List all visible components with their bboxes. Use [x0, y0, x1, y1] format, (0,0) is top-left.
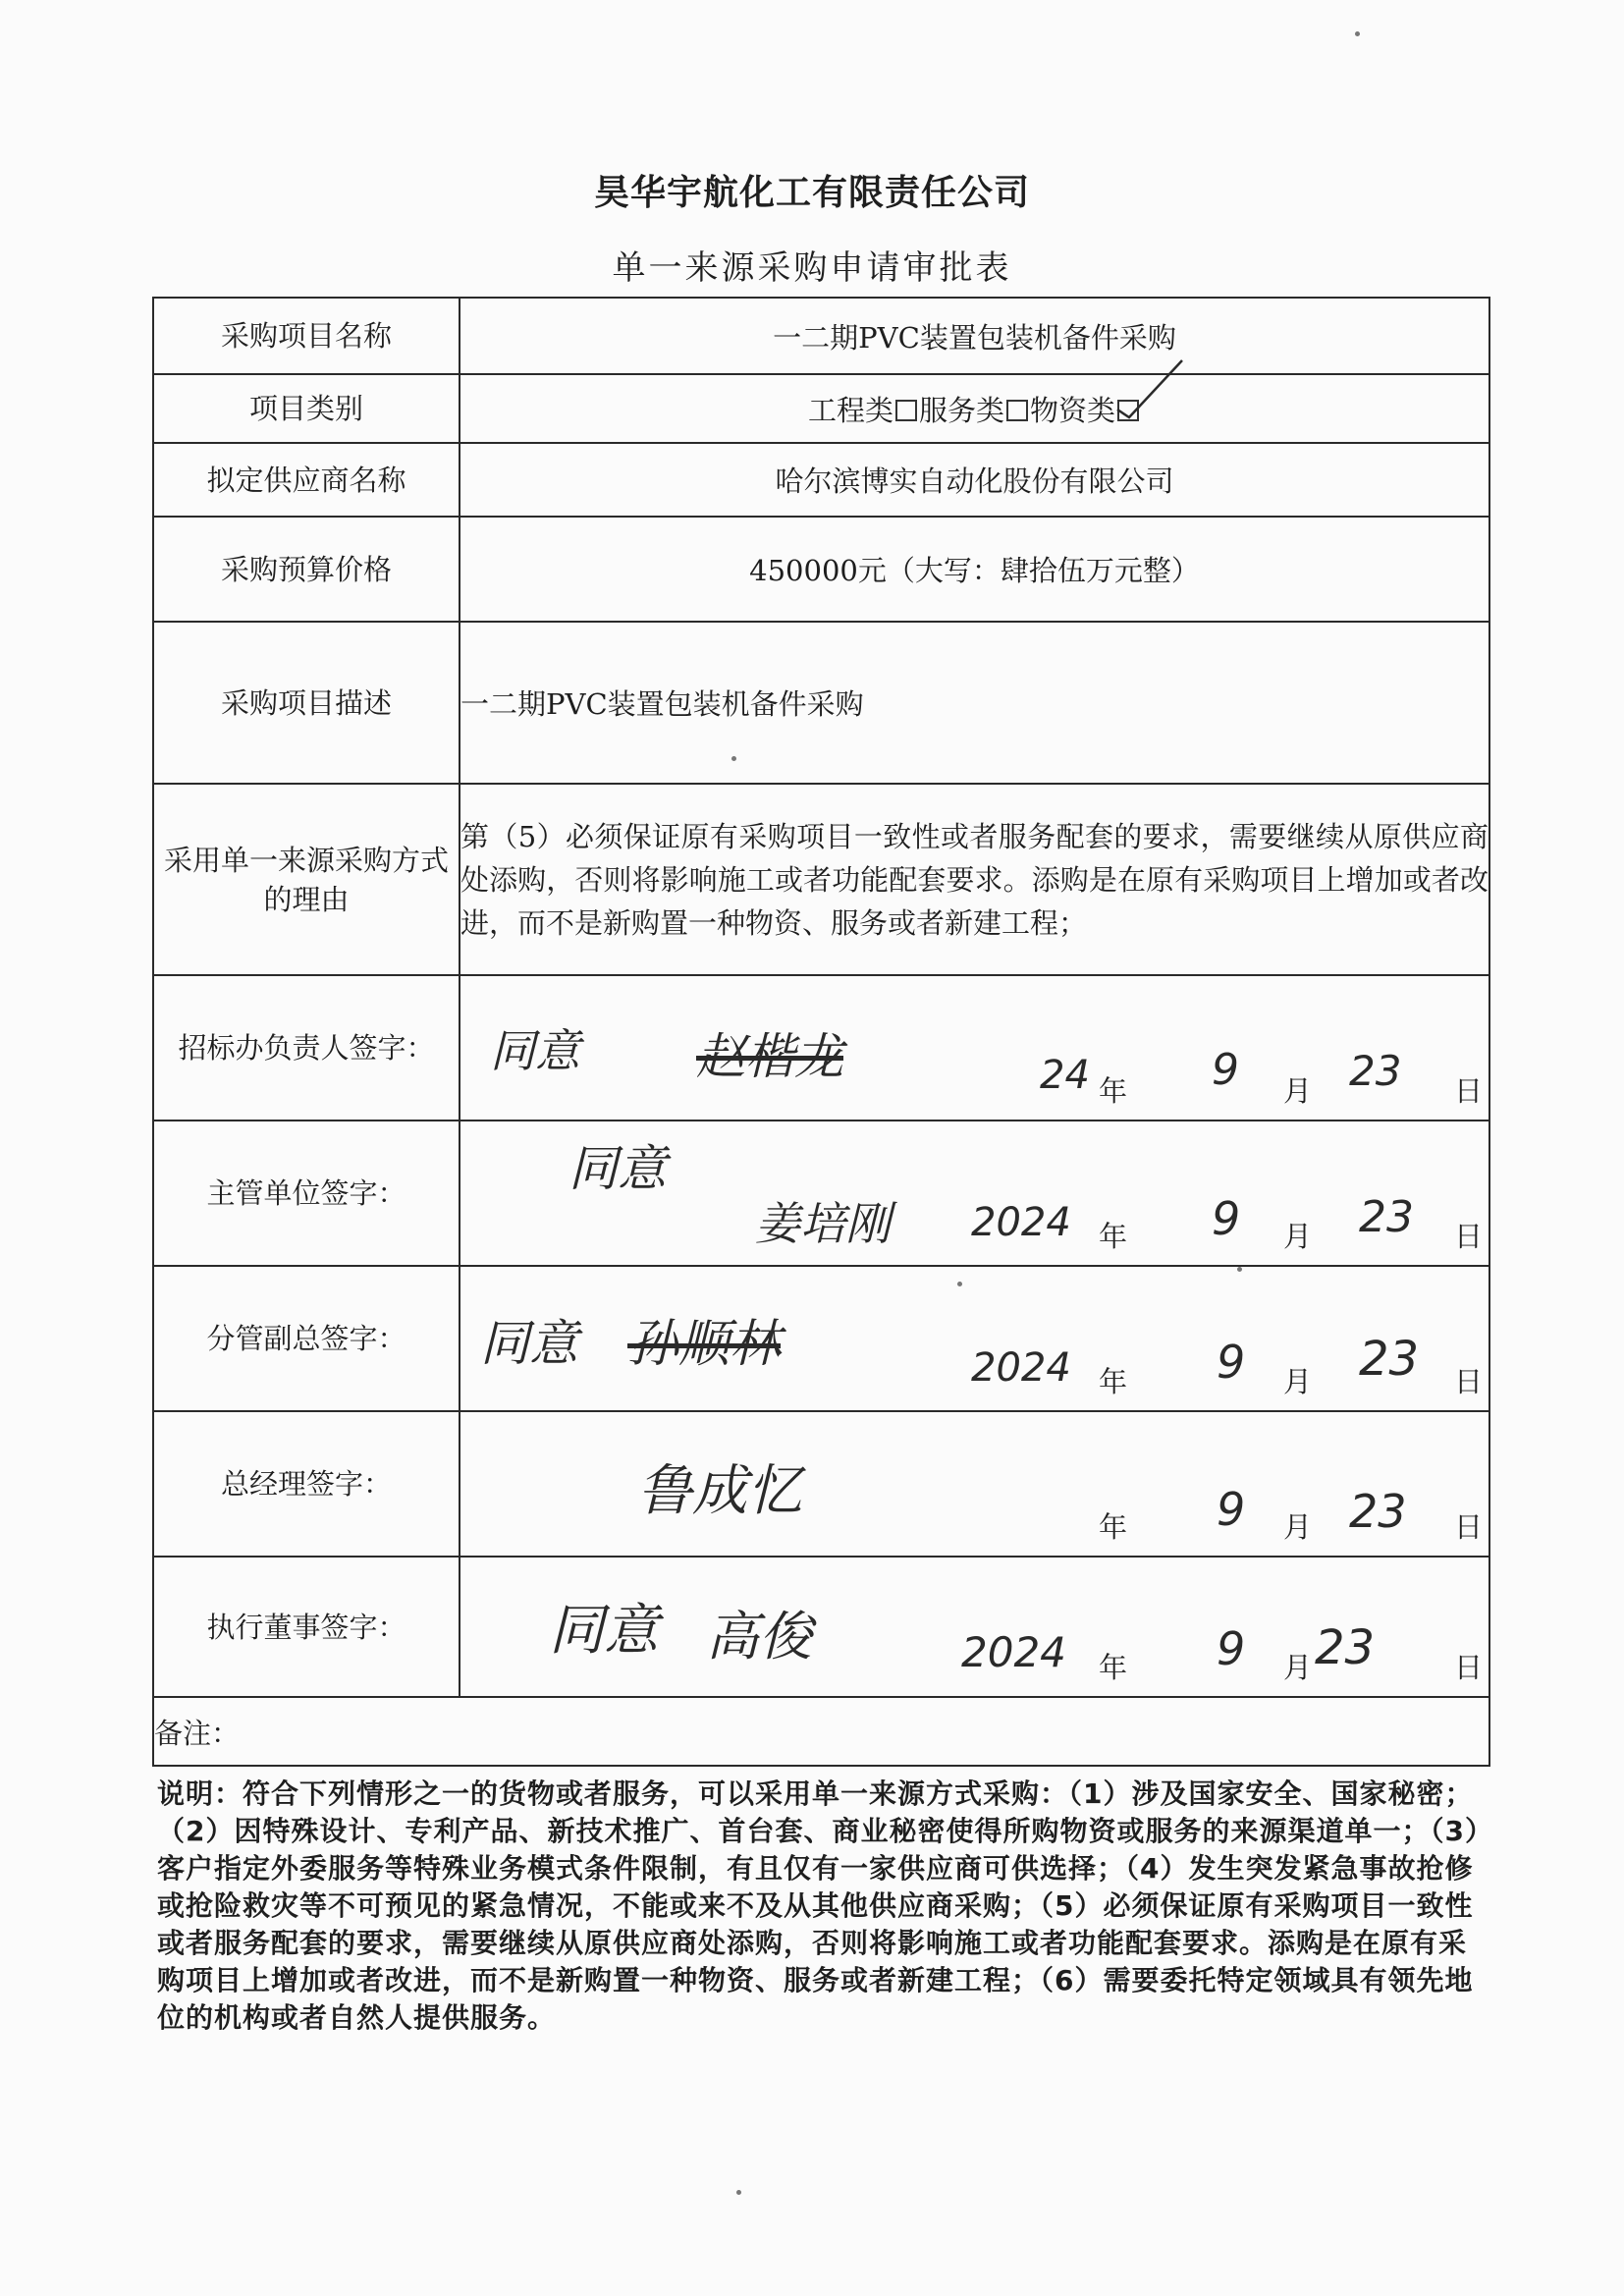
signature-cell: [460, 1266, 1489, 1411]
supplier-label: 拟定供应商名称: [153, 443, 460, 517]
row-description: [153, 622, 1489, 784]
row-budget: [153, 517, 1489, 622]
handwritten-signature: 孙顺林: [627, 1315, 782, 1374]
explanation-note: 说明：符合下列情形之一的货物或者服务，可以采用单一来源方式采购：（1）涉及国家安全、国家秘密；（2）因特殊设计、专利产品、新技术推广、首台套、商业秘密使得所购物资或服务的来源渠道单一；（3）客户指定外委服务等特殊业务模式条件限制，有且仅有一家供应商可供选择；（4）发生突发紧急事故抢修或抢险救灾等不可预见的紧急情况，不能或来不及从其他供应商采购；（5）必须保证原有采购项目一致性或者服务配套的要求，需要继续从原供应商处添购，否则将影响施工或者功能配套要求。添购是在原有采购项目上增加或者改进，而不是新购置一种物资、服务或者新建工程；（6）需要委托特定领域具有领先地位的机构或者自然人提供服务。: [157, 1777, 1480, 2034]
year-label: 年: [1099, 1510, 1128, 1544]
handwritten-approval: 同意: [549, 1599, 659, 1663]
category-option-service: 服务类: [918, 393, 1004, 427]
row-category: [153, 374, 1489, 443]
checkmark-icon: [1115, 358, 1184, 419]
row-signature: [153, 1557, 1489, 1697]
signature-cell: [460, 1557, 1489, 1697]
handwritten-signature: 高俊: [706, 1606, 812, 1667]
month-label: 月: [1283, 1220, 1313, 1253]
signature-label: 执行董事签字：: [153, 1557, 460, 1697]
month-label: 月: [1283, 1651, 1313, 1684]
row-signature: [153, 1266, 1489, 1411]
description-label: 采购项目描述: [153, 622, 460, 784]
day-label: 日: [1454, 1074, 1484, 1108]
budget-label: 采购预算价格: [153, 517, 460, 622]
handwritten-approval: 同意: [490, 1024, 580, 1077]
category-option-engineering: 工程类: [807, 393, 893, 427]
remarks-label: 备注：: [153, 1697, 1489, 1766]
year-label: 年: [1099, 1365, 1128, 1398]
row-signature: [153, 1121, 1489, 1266]
row-signature: [153, 1411, 1489, 1557]
handwritten-signature: 鲁成忆: [637, 1459, 802, 1523]
handwritten-month: 9: [1212, 1045, 1239, 1095]
handwritten-day: 23: [1315, 1620, 1376, 1675]
day-label: 日: [1454, 1220, 1484, 1253]
row-supplier: [153, 443, 1489, 517]
handwritten-signature: 姜培刚: [755, 1197, 891, 1250]
row-project-name: [153, 298, 1489, 374]
form-title: 单一来源采购申请审批表: [612, 248, 1012, 288]
category-label: 项目类别: [153, 374, 460, 443]
handwritten-approval: 同意: [480, 1315, 578, 1372]
reason-label: 采用单一来源采购方式的理由: [153, 784, 460, 975]
supplier-value: 哈尔滨博实自动化股份有限公司: [460, 443, 1489, 517]
handwritten-approval: 同意: [568, 1140, 667, 1197]
handwritten-year: 2024: [971, 1345, 1071, 1391]
row-remarks: [153, 1697, 1489, 1766]
signature-cell: [460, 975, 1489, 1121]
year-label: 年: [1099, 1220, 1128, 1253]
day-label: 日: [1454, 1510, 1484, 1544]
handwritten-signature: 赵楷龙: [696, 1028, 843, 1085]
row-signature: [153, 975, 1489, 1121]
handwritten-month: 9: [1217, 1622, 1246, 1675]
category-options: [460, 374, 1489, 443]
budget-value: 450000元（大写：肆拾伍万元整）: [460, 517, 1489, 622]
handwritten-month: 9: [1212, 1192, 1241, 1245]
signature-label: 分管副总签字：: [153, 1266, 460, 1411]
engineering-checkbox: [895, 400, 917, 421]
signature-cell: [460, 1411, 1489, 1557]
service-checkbox: [1006, 400, 1028, 421]
handwritten-year: 2024: [971, 1200, 1071, 1245]
project-name-label: 采购项目名称: [153, 298, 460, 374]
scan-speck: [1355, 31, 1360, 36]
scan-speck: [736, 2190, 741, 2195]
category-option-goods: 物资类: [1030, 393, 1116, 427]
day-label: 日: [1454, 1651, 1484, 1684]
handwritten-year: 2024: [961, 1628, 1066, 1676]
month-label: 月: [1283, 1074, 1313, 1108]
handwritten-day: 23: [1359, 1192, 1414, 1242]
project-name-value: 一二期PVC装置包装机备件采购: [460, 298, 1489, 374]
reason-value: 第（5）必须保证原有采购项目一致性或者服务配套的要求，需要继续从原供应商处添购，否则将影响施工或者功能配套要求。添购是在原有采购项目上增加或者改进，而不是新购置一种物资、服务或者新建工程；: [460, 784, 1489, 975]
row-reason: [153, 784, 1489, 975]
description-value: 一二期PVC装置包装机备件采购: [460, 622, 1489, 784]
handwritten-day: 23: [1349, 1485, 1407, 1538]
handwritten-month: 9: [1217, 1336, 1246, 1389]
approval-form-table: [152, 297, 1490, 1767]
signature-label: 主管单位签字：: [153, 1121, 460, 1266]
year-label: 年: [1099, 1074, 1128, 1108]
month-label: 月: [1283, 1365, 1313, 1398]
signature-label: 总经理签字：: [153, 1411, 460, 1557]
handwritten-day: 23: [1359, 1332, 1420, 1387]
handwritten-day: 23: [1349, 1047, 1402, 1095]
handwritten-year: 24: [1040, 1053, 1090, 1098]
signature-cell: [460, 1121, 1489, 1266]
handwritten-month: 9: [1217, 1483, 1246, 1536]
year-label: 年: [1099, 1651, 1128, 1684]
month-label: 月: [1283, 1510, 1313, 1544]
day-label: 日: [1454, 1365, 1484, 1398]
company-name: 昊华宇航化工有限责任公司: [593, 172, 1030, 213]
signature-label: 招标办负责人签字：: [153, 975, 460, 1121]
goods-checkbox: [1117, 400, 1139, 421]
